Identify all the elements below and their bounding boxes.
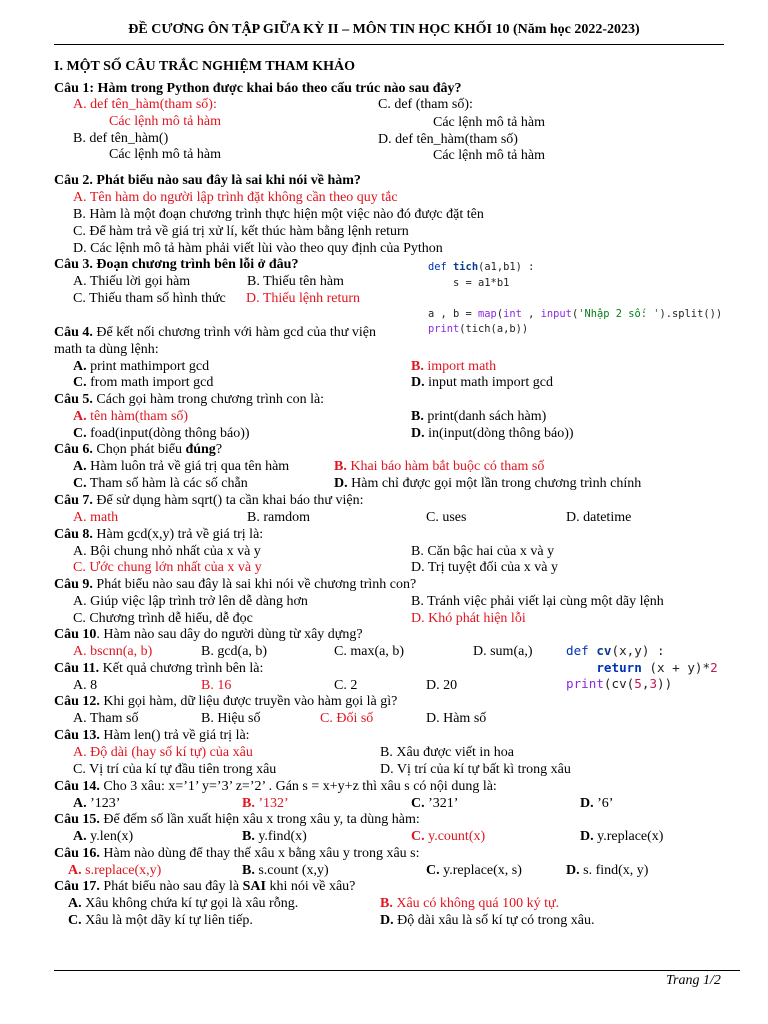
code-line: print(cv(5,3)) xyxy=(566,676,673,691)
q9-option-a: A. Giúp việc lập trình trở lên dễ dàng hơn xyxy=(73,594,308,609)
q4-stem: Câu 4. Để kết nối chương trình với hàm gcd của thư viện xyxy=(54,325,376,340)
q1-option-a: A. def tên_hàm(tham số): xyxy=(73,97,217,112)
q3-option-d: D. Thiếu lệnh return xyxy=(246,291,361,306)
q5-option-d: D. in(input(dòng thông báo)) xyxy=(411,426,574,441)
q17-option-a: A. Xâu không chứa kí tự gọi là xâu rỗng. xyxy=(68,896,299,911)
q15-option-d: D. y.replace(x) xyxy=(580,829,664,844)
q12-option-c: C. Đối số xyxy=(320,711,374,726)
q5-stem: Câu 5. Cách gọi hàm trong chương trình con là: xyxy=(54,392,325,407)
q17-option-b: B. Xâu có không quá 100 ký tự. xyxy=(380,896,560,911)
q13-stem: Câu 13. Hàm len() trả về giá trị là: xyxy=(54,728,250,743)
q12-option-b: B. Hiệu số xyxy=(201,711,261,726)
code-line xyxy=(428,291,726,307)
q1-option-a-body: Các lệnh mô tả hàm xyxy=(109,114,221,129)
q8-stem: Câu 8. Hàm gcd(x,y) trả về giá trị là: xyxy=(54,527,264,542)
q5-option-a: A. tên hàm(tham số) xyxy=(73,409,189,424)
code-snippet-tich xyxy=(428,260,726,346)
q1-option-c: C. def (tham số): xyxy=(378,97,473,112)
q16-option-d: D. s. find(x, y) xyxy=(566,863,649,878)
q11-stem: Câu 11. Kết quả chương trình bên là: xyxy=(54,661,264,676)
q17-option-d: D. Độ dài xâu là số kí tự có trong xâu. xyxy=(380,913,595,928)
q12-option-a: A. Tham số xyxy=(73,711,139,726)
q6-option-d: D. Hàm chỉ được gọi một lần trong chương trình chính xyxy=(334,476,642,491)
q1-option-b-body: Các lệnh mô tả hàm xyxy=(109,147,221,162)
q6-option-c: C. Tham số hàm là các số chẵn xyxy=(73,476,248,491)
q4-option-d: D. input math import gcd xyxy=(411,375,553,390)
q15-option-b: B. y.find(x) xyxy=(242,829,307,844)
code-line: print(tich(a,b)) xyxy=(428,323,529,336)
q6-stem: Câu 6. Chọn phát biểu đúng? xyxy=(54,442,223,457)
q16-stem: Câu 16. Hàm nào dùng để thay thế xâu x bằng xâu y trong xâu s: xyxy=(54,846,420,861)
q16-option-b: B. s.count (x,y) xyxy=(242,863,329,878)
q2-option-c: C. Để hàm trả về giá trị xử lí, kết thúc hàm bằng lệnh return xyxy=(73,224,409,239)
q11-option-b: B. 16 xyxy=(201,678,232,693)
q14-option-a: A. ’123’ xyxy=(73,796,121,811)
q4-stem-line2: math ta dùng lệnh: xyxy=(54,342,159,357)
q3-option-c: C. Thiếu tham số hình thức xyxy=(73,291,226,306)
q14-option-b: B. ’132’ xyxy=(242,796,289,811)
footer-divider xyxy=(54,970,740,971)
q12-option-d: D. Hàm số xyxy=(426,711,487,726)
q7-option-d: D. datetime xyxy=(566,510,632,525)
q2-option-d: D. Các lệnh mô tả hàm phải viết lùi vào theo quy định của Python xyxy=(73,241,443,256)
q11-option-a: A. 8 xyxy=(73,678,98,693)
q16-option-c: C. y.replace(x, s) xyxy=(426,863,522,878)
code-line: return (x + y)*2 xyxy=(596,659,718,675)
q5-option-b: B. print(danh sách hàm) xyxy=(411,409,547,424)
q7-stem: Câu 7. Để sử dụng hàm sqrt() ta cần khai báo thư viện: xyxy=(54,493,364,508)
q2-option-b: B. Hàm là một đoạn chương trình thực hiện một việc nào đó được đặt tên xyxy=(73,207,484,222)
q4-option-c: C. from math import gcd xyxy=(73,375,214,390)
q1-option-c-body: Các lệnh mô tả hàm xyxy=(433,115,545,130)
q10-option-a: A. bscnn(a, b) xyxy=(73,644,153,659)
code-line: def cv(x,y) : xyxy=(566,643,665,658)
q16-option-a: A. s.replace(x,y) xyxy=(68,863,162,878)
q8-option-c: C. Ước chung lớn nhất của x và y xyxy=(73,560,262,575)
q13-option-d: D. Vị trí của kí tự bất kì trong xâu xyxy=(380,762,571,777)
q10-stem: Câu 10. Hàm nào sau dây do người dùng từ xây dựng? xyxy=(54,627,363,642)
q9-stem: Câu 9. Phát biểu nào sau đây là sai khi nói về chương trình con? xyxy=(54,577,417,592)
code-line: a , b = map(int , input('Nhập 2 số: ').split()) xyxy=(428,307,723,320)
q10-option-d: D. sum(a,) xyxy=(473,644,533,659)
q13-option-a: A. Độ dài (hay số kí tự) của xâu xyxy=(73,745,253,760)
q17-option-c: C. Xâu là một dãy kí tự liên tiếp. xyxy=(68,913,253,928)
section-title: I. MỘT SỐ CÂU TRẮC NGHIỆM THAM KHẢO xyxy=(54,59,356,74)
q9-option-c: C. Chương trình dễ hiểu, dễ đọc xyxy=(73,611,253,626)
q1-stem: Câu 1: Hàm trong Python được khai báo theo cấu trúc nào sau đây? xyxy=(54,81,462,96)
q8-option-b: B. Căn bậc hai của x và y xyxy=(411,544,555,559)
q14-option-d: D. ’6’ xyxy=(580,796,614,811)
q1-option-b: B. def tên_hàm() xyxy=(73,131,169,146)
q13-option-c: C. Vị trí của kí tự đầu tiên trong xâu xyxy=(73,762,277,777)
code-snippet-cv xyxy=(566,643,756,701)
q6-option-a: A. Hàm luôn trả về giá trị qua tên hàm xyxy=(73,459,290,474)
q2-stem: Câu 2. Phát biểu nào sau đây là sai khi nói về hàm? xyxy=(54,173,361,188)
code-line: def tich(a1,b1) : xyxy=(428,261,535,273)
q15-stem: Câu 15. Để đếm số lần xuất hiện xâu x trong xâu y, ta dùng hàm: xyxy=(54,812,420,827)
q15-option-a: A. y.len(x) xyxy=(73,829,134,844)
q15-option-c: C. y.count(x) xyxy=(411,829,486,844)
q1-option-d-body: Các lệnh mô tả hàm xyxy=(433,148,545,163)
q12-stem: Câu 12. Khi gọi hàm, dữ liệu được truyền vào hàm gọi là gì? xyxy=(54,694,398,709)
page-number: Trang 1/2 xyxy=(666,973,721,988)
q13-option-b: B. Xâu được viết in hoa xyxy=(380,745,514,760)
q8-option-a: A. Bội chung nhỏ nhất của x và y xyxy=(73,544,261,559)
q17-stem: Câu 17. Phát biểu nào sau đây là SAI khi nói về xâu? xyxy=(54,879,356,894)
q9-option-b: B. Tránh việc phải viết lại cùng một dãy lệnh xyxy=(411,594,664,609)
q3-option-b: B. Thiếu tên hàm xyxy=(247,274,344,289)
q7-option-b: B. ramdom xyxy=(247,510,310,525)
header-divider xyxy=(54,44,724,45)
q14-option-c: C. ’321’ xyxy=(411,796,459,811)
q11-option-d: D. 20 xyxy=(426,678,458,693)
q8-option-d: D. Trị tuyệt đối của x và y xyxy=(411,560,558,575)
q4-option-b: B. import math xyxy=(411,359,497,374)
q10-option-c: C. max(a, b) xyxy=(334,644,404,659)
q11-option-c: C. 2 xyxy=(334,678,358,693)
document-title: ĐỀ CƯƠNG ÔN TẬP GIỮA KỲ II – MÔN TIN HỌC KHỐI 10 (Năm học 2022-2023) xyxy=(128,22,640,37)
q6-option-b: B. Khai báo hàm bắt buộc có tham số xyxy=(334,459,545,474)
q5-option-c: C. foad(input(dòng thông báo)) xyxy=(73,426,250,441)
q2-option-a: A. Tên hàm do người lập trình đặt không cần theo quy tắc xyxy=(73,190,398,205)
q9-option-d: D. Khó phát hiện lỗi xyxy=(411,611,526,626)
code-line: s = a1*b1 xyxy=(428,276,510,289)
q7-option-a: A. math xyxy=(73,510,119,525)
q10-option-b: B. gcd(a, b) xyxy=(201,644,268,659)
q1-option-d: D. def tên_hàm(tham số) xyxy=(378,132,518,147)
q4-option-a: A. print mathimport gcd xyxy=(73,359,210,374)
q3-option-a: A. Thiếu lời gọi hàm xyxy=(73,274,191,289)
q14-stem: Câu 14. Cho 3 xâu: x=’1’ y=’3’ z=’2’ . Gán s = x+y+z thì xâu s có nội dung là: xyxy=(54,779,497,794)
q7-option-c: C. uses xyxy=(426,510,467,525)
q3-stem: Câu 3. Đoạn chương trình bên lỗi ở đâu? xyxy=(54,257,299,272)
